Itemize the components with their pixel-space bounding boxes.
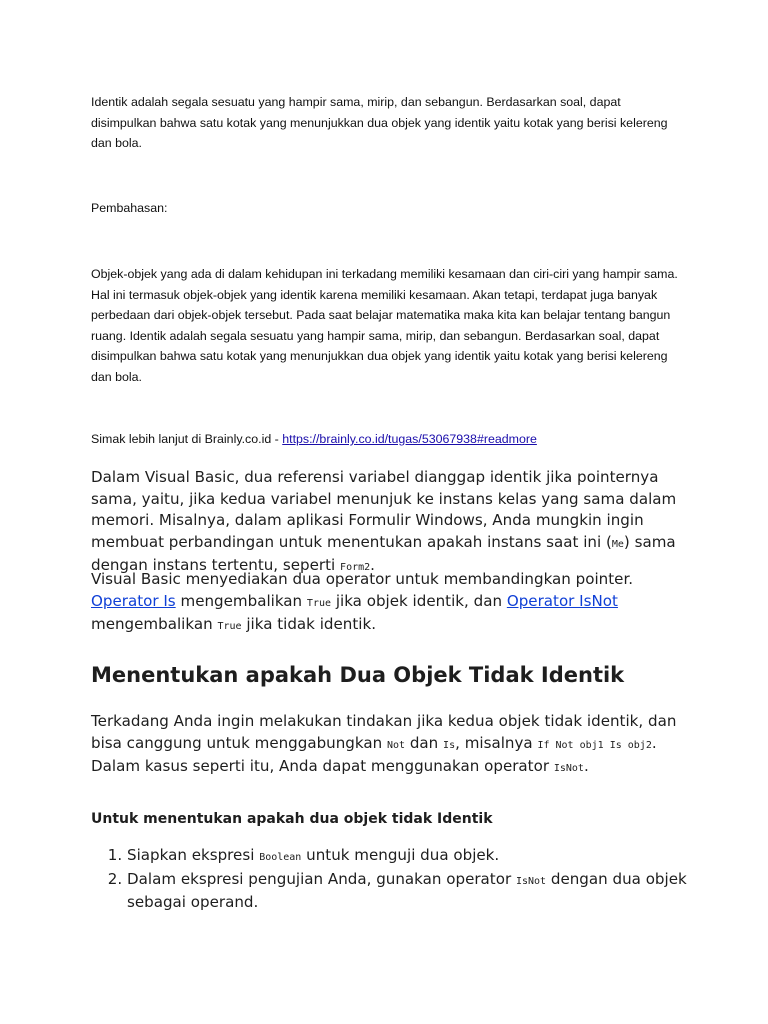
read-more-prefix: Simak lebih lanjut di Brainly.co.id - xyxy=(91,432,283,446)
identity-text-2: ) sama dengan instans tertentu, seperti xyxy=(91,532,676,574)
isnot-text-4: . Dalam kasus seperti itu, Anda dapat menggunakan operator xyxy=(91,733,657,775)
code-true-2: True xyxy=(217,621,242,632)
isnot-paragraph xyxy=(91,711,686,780)
discussion-label: Pembahasan: xyxy=(91,201,168,215)
brainly-answer: Identik adalah segala sesuatu yang hampir sama, mirip, dan sebangun. Berdasarkan soal, dapat disimpulkan bahwa satu kotak yang menunjukkan dua objek yang identik yaitu kotak yang berisi kelereng dan bola. xyxy=(91,95,668,150)
code-if-not: If Not obj1 Is obj2 xyxy=(537,739,652,751)
identity-text-1: Dalam Visual Basic, dua referensi variabel dianggap identik jika pointernya sama, yaitu, jika kedua variabel menunjuk ke instans kelas yang sama dalam memori. Misalnya, dalam aplikasi Formulir Windows, Anda mungkin ingin membuat perbandingan untuk menentukan apakah instans saat ini ( xyxy=(91,468,677,551)
identity-text-3: . xyxy=(370,556,375,574)
identity-paragraph xyxy=(91,467,686,579)
step-item xyxy=(127,845,687,869)
operators-text-1: Visual Basic menyediakan dua operator untuk membandingkan pointer. xyxy=(91,570,634,588)
procedure-steps xyxy=(91,845,687,914)
operators-text-4: mengembalikan xyxy=(91,615,218,633)
step-item xyxy=(127,869,687,914)
isnot-text-3: , misalnya xyxy=(455,733,538,752)
code-true-1: True xyxy=(306,597,332,609)
read-more-line xyxy=(91,429,537,450)
operator-isnot-link[interactable]: Operator IsNot xyxy=(506,591,618,610)
code-boolean: Boolean xyxy=(259,852,302,863)
code-not: Not xyxy=(386,739,406,751)
brainly-link[interactable]: https://brainly.co.id/tugas/53067938#readmore xyxy=(282,432,537,446)
isnot-text-2: dan xyxy=(405,733,444,752)
operators-paragraph xyxy=(91,569,686,638)
code-form2: Form2 xyxy=(340,562,371,573)
code-is: Is xyxy=(443,739,456,751)
section-heading: Menentukan apakah Dua Objek Tidak Identik xyxy=(91,663,625,687)
step2-text-1: Dalam ekspresi pengujian Anda, gunakan operator xyxy=(127,869,516,888)
operator-is-link[interactable]: Operator Is xyxy=(91,591,176,610)
isnot-text-1: Terkadang Anda ingin melakukan tindakan jika kedua objek tidak identik, dan bisa canggung untuk menggabungkan xyxy=(91,712,677,752)
step1-text-2: untuk menguji dua objek. xyxy=(301,846,500,864)
operators-text-2: mengembalikan xyxy=(175,591,307,610)
isnot-text-5: . xyxy=(583,757,589,775)
operators-text-3: jika objek identik, dan xyxy=(331,591,507,610)
procedure-heading: Untuk menentukan apakah dua objek tidak Identik xyxy=(91,811,493,827)
code-me: Me xyxy=(611,538,624,550)
code-isnot: IsNot xyxy=(553,763,584,774)
operators-text-5: jika tidak identik. xyxy=(241,615,376,633)
step1-text-1: Siapkan ekspresi xyxy=(127,846,260,864)
step2-text-2: dengan dua objek sebagai operand. xyxy=(127,869,687,911)
code-isnot-step: IsNot xyxy=(515,875,547,887)
discussion-text: Objek-objek yang ada di dalam kehidupan ini terkadang memiliki kesamaan dan ciri-ciri yang hampir sama. Hal ini termasuk objek-objek yang identik karena memiliki kesamaan. Akan tetapi, terdapat juga banyak perbedaan dari objek-objek tersebut. Pada saat belajar matematika maka kita kan belajar tentang bangun ruang. Identik adalah segala sesuatu yang hampir sama, mirip, dan sebangun. Berdasarkan soal, dapat disimpulkan bahwa satu kotak yang menunjukkan dua objek yang identik yaitu kotak yang berisi kelereng dan bola. xyxy=(91,267,678,384)
